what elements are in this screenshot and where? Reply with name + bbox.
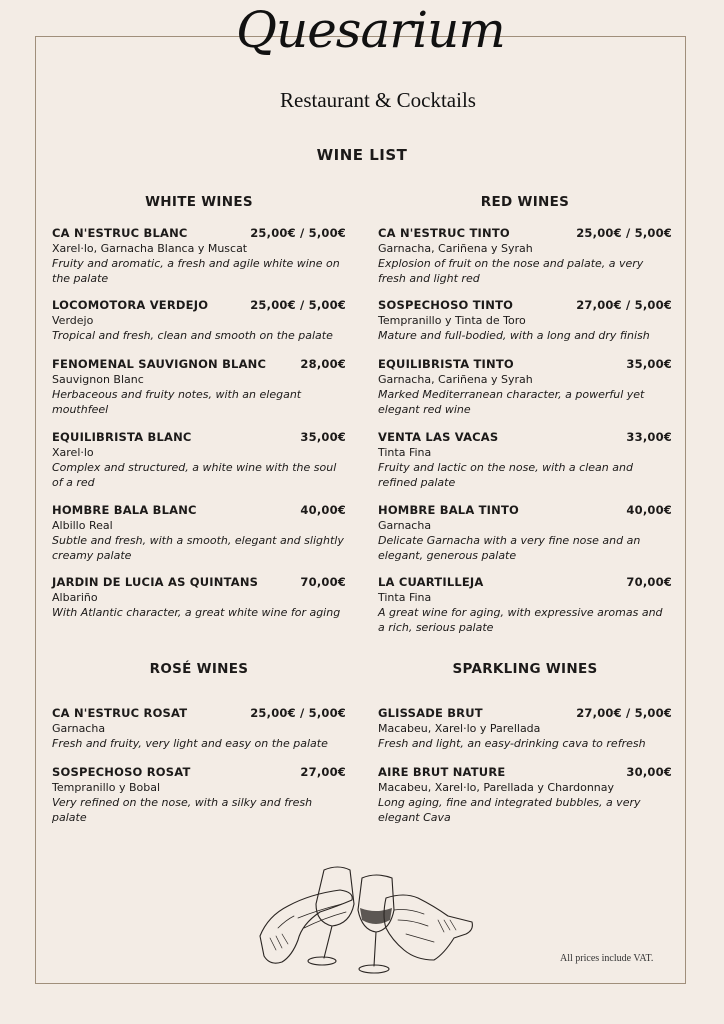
- wine-price: 27,00€ / 5,00€: [576, 706, 672, 720]
- wine-description: Subtle and fresh, with a smooth, elegant and slightly creamy palate: [52, 534, 344, 562]
- wine-description: Long aging, fine and integrated bubbles, a very elegant Cava: [378, 796, 641, 824]
- wine-name: LOCOMOTORA VERDEJO: [52, 298, 209, 312]
- wine-grapes: Garnacha: [52, 722, 106, 735]
- section-title-white: WHITE WINES: [145, 194, 253, 210]
- wine-description: Very refined on the nose, with a silky and fresh palate: [52, 796, 313, 824]
- wine-item: [378, 298, 672, 343]
- wine-name: HOMBRE BALA BLANC: [52, 503, 197, 517]
- vat-note: All prices include VAT.: [560, 953, 654, 964]
- section-title-sparkling: SPARKLING WINES: [452, 661, 598, 677]
- wine-description: Marked Mediterranean character, a powerful yet elegant red wine: [378, 388, 645, 416]
- wine-price: 35,00€: [300, 430, 346, 444]
- wine-item: [378, 430, 672, 490]
- wine-description: Mature and full-bodied, with a long and dry finish: [378, 329, 650, 342]
- logo-wordmark: Quesarium: [236, 1, 505, 59]
- wine-grapes: Garnacha, Cariñena y Syrah: [378, 242, 533, 255]
- wine-grapes: Verdejo: [52, 314, 94, 327]
- wine-item: [52, 575, 346, 620]
- wine-price: 27,00€: [300, 765, 346, 779]
- logo-tagline: Restaurant & Cocktails: [280, 88, 476, 112]
- wine-name: LA CUARTILLEJA: [378, 575, 484, 589]
- wine-description: Explosion of fruit on the nose and palate, a very fresh and light red: [378, 257, 644, 285]
- wine-name: HOMBRE BALA TINTO: [378, 503, 519, 517]
- wine-price: 25,00€ / 5,00€: [250, 298, 346, 312]
- wine-grapes: Tempranillo y Tinta de Toro: [378, 314, 526, 327]
- wine-price: 30,00€: [626, 765, 672, 779]
- wine-name: EQUILIBRISTA TINTO: [378, 357, 514, 371]
- wine-description: Delicate Garnacha with a very fine nose and an elegant, generous palate: [378, 534, 641, 562]
- wine-name: CA N'ESTRUC TINTO: [378, 226, 510, 240]
- wine-grapes: Tinta Fina: [378, 591, 432, 604]
- wine-grapes: Macabeu, Xarel·lo y Parellada: [378, 722, 541, 735]
- wine-price: 33,00€: [626, 430, 672, 444]
- wine-name: SOSPECHOSO TINTO: [378, 298, 514, 312]
- wine-name: CA N'ESTRUC ROSAT: [52, 706, 188, 720]
- wine-price: 25,00€ / 5,00€: [250, 706, 346, 720]
- section-title-rose: ROSÉ WINES: [149, 661, 249, 677]
- wine-price: 70,00€: [300, 575, 346, 589]
- section-title-red: RED WINES: [480, 194, 570, 210]
- wine-name: GLISSADE BRUT: [378, 706, 483, 720]
- wine-item: [378, 706, 672, 751]
- wine-grapes: Tinta Fina: [378, 446, 432, 459]
- page-title: WINE LIST: [316, 146, 408, 164]
- wine-grapes: Xarel·lo, Garnacha Blanca y Muscat: [52, 242, 248, 255]
- wine-price: 25,00€ / 5,00€: [250, 226, 346, 240]
- wine-item: [52, 357, 346, 417]
- wine-name: FENOMENAL SAUVIGNON BLANC: [52, 357, 267, 371]
- wine-price: 25,00€ / 5,00€: [576, 226, 672, 240]
- wine-grapes: Albariño: [52, 591, 98, 604]
- wine-name: VENTA LAS VACAS: [378, 430, 499, 444]
- wine-name: EQUILIBRISTA BLANC: [52, 430, 192, 444]
- toasting-wine-glasses-icon: [258, 858, 478, 978]
- wine-description: A great wine for aging, with expressive aromas and a rich, serious palate: [378, 606, 663, 634]
- wine-item: [378, 765, 672, 825]
- wine-price: 28,00€: [300, 357, 346, 371]
- wine-grapes: Sauvignon Blanc: [52, 373, 144, 386]
- wine-description: Fresh and fruity, very light and easy on the palate: [52, 737, 328, 750]
- wine-item: [52, 298, 346, 343]
- wine-item: [52, 765, 346, 825]
- wine-price: 35,00€: [626, 357, 672, 371]
- wine-grapes: Xarel·lo: [52, 446, 94, 459]
- wine-description: Fruity and lactic on the nose, with a clean and refined palate: [378, 461, 633, 489]
- wine-grapes: Albillo Real: [52, 519, 113, 532]
- wine-price: 40,00€: [300, 503, 346, 517]
- wine-price: 70,00€: [626, 575, 672, 589]
- wine-name: AIRE BRUT NATURE: [378, 765, 506, 779]
- wine-name: SOSPECHOSO ROSAT: [52, 765, 191, 779]
- wine-item: [378, 503, 672, 563]
- wine-item: [378, 226, 672, 286]
- wine-item: [378, 357, 672, 417]
- wine-price: 40,00€: [626, 503, 672, 517]
- wine-item: [52, 706, 346, 751]
- wine-name: CA N'ESTRUC BLANC: [52, 226, 188, 240]
- wine-name: JARDIN DE LUCIA AS QUINTANS: [52, 575, 259, 589]
- wine-item: [52, 226, 346, 286]
- wine-description: Tropical and fresh, clean and smooth on the palate: [52, 329, 333, 342]
- wine-description: Fruity and aromatic, a fresh and agile white wine on the palate: [52, 257, 340, 285]
- wine-description: With Atlantic character, a great white wine for aging: [52, 606, 341, 619]
- wine-grapes: Macabeu, Xarel·lo, Parellada y Chardonnay: [378, 781, 615, 794]
- wine-grapes: Garnacha: [378, 519, 432, 532]
- wine-item: [52, 503, 346, 563]
- wine-description: Fresh and light, an easy-drinking cava to refresh: [378, 737, 646, 750]
- wine-description: Complex and structured, a white wine with the soul of a red: [52, 461, 337, 489]
- wine-description: Herbaceous and fruity notes, with an elegant mouthfeel: [52, 388, 302, 416]
- wine-grapes: Tempranillo y Bobal: [52, 781, 161, 794]
- wine-item: [52, 430, 346, 490]
- wine-price: 27,00€ / 5,00€: [576, 298, 672, 312]
- wine-item: [378, 575, 672, 635]
- wine-grapes: Garnacha, Cariñena y Syrah: [378, 373, 533, 386]
